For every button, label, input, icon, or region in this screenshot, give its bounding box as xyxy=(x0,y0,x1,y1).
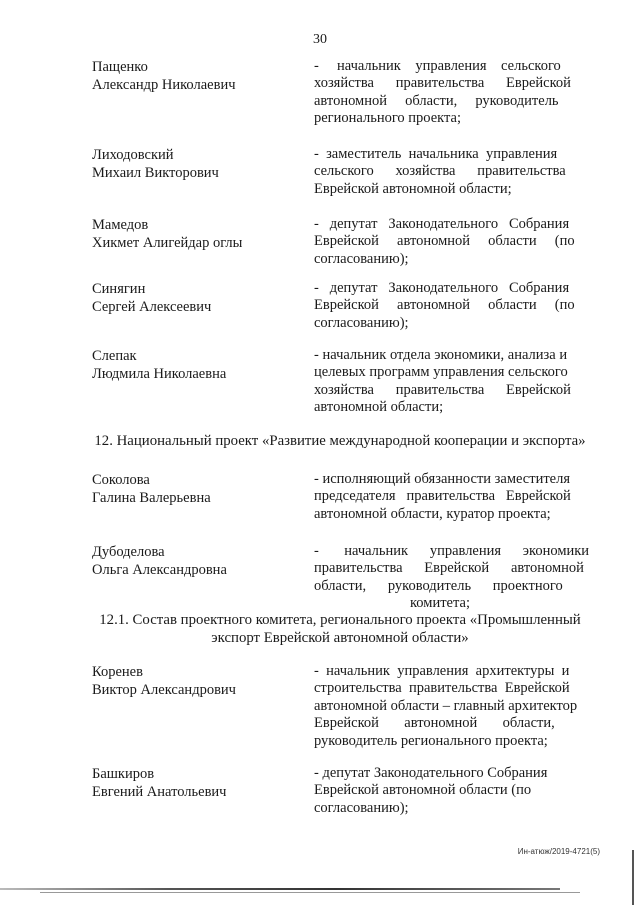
member-name: Синягин Сергей Алексеевич xyxy=(92,281,212,315)
scan-edge-line-secondary xyxy=(40,892,580,893)
member-name: Дубоделова Ольга Александровна xyxy=(92,544,227,578)
member-role: - исполняющий обязанности заместителя председателя правительства Еврейской автономной области, куратор проекта; xyxy=(314,471,571,522)
member-role: - начальник управления архитектуры и строительства правительства Еврейской автономной области – главный архитектор Еврейской автономной области, руководитель регионального проекта; xyxy=(314,663,578,749)
section-heading-12-1: 12.1. Состав проектного комитета, регионального проекта «Промышленный экспорт Еврейской автономной области» xyxy=(99,612,581,646)
member-role: - заместитель начальника управления сельского хозяйства правительства Еврейской автономной области; xyxy=(314,146,566,197)
member-role: - депутат Законодательного Собрания Еврейской автономной области (по согласованию); xyxy=(314,216,575,267)
member-role: - начальник отдела экономики, анализа и целевых программ управления сельского хозяйства правительства Еврейской автономной области; xyxy=(314,347,571,416)
page-number: 30 xyxy=(313,32,327,47)
member-role: - депутат Законодательного Собрания Еврейской автономной области (по согласованию); xyxy=(314,280,575,331)
member-name: Мамедов Хикмет Алигейдар оглы xyxy=(92,217,243,251)
member-name: Башкиров Евгений Анатольевич xyxy=(92,766,227,800)
section-heading-12: 12. Национальный проект «Развитие международной кооперации и экспорта» xyxy=(94,433,586,449)
member-name: Слепак Людмила Николаевна xyxy=(92,348,227,382)
scan-edge-line xyxy=(0,888,560,890)
member-name: Соколова Галина Валерьевна xyxy=(92,472,211,506)
member-name: Лиходовский Михаил Викторович xyxy=(92,147,219,181)
member-role: - депутат Законодательного Собрания Еврейской автономной области (по согласованию); xyxy=(314,765,548,816)
member-role: - начальник управления экономики правительства Еврейской автономной области, руководитель проектного комитета; xyxy=(314,543,590,612)
member-name: Пащенко Александр Николаевич xyxy=(92,59,236,93)
member-name: Коренев Виктор Александрович xyxy=(92,664,236,698)
scan-right-edge xyxy=(632,850,634,905)
member-role: - начальник управления сельского хозяйства правительства Еврейской автономной области, руководитель регионального проекта; xyxy=(314,58,571,127)
document-code: Ин-атюж/2019-4721(5) xyxy=(517,847,600,856)
